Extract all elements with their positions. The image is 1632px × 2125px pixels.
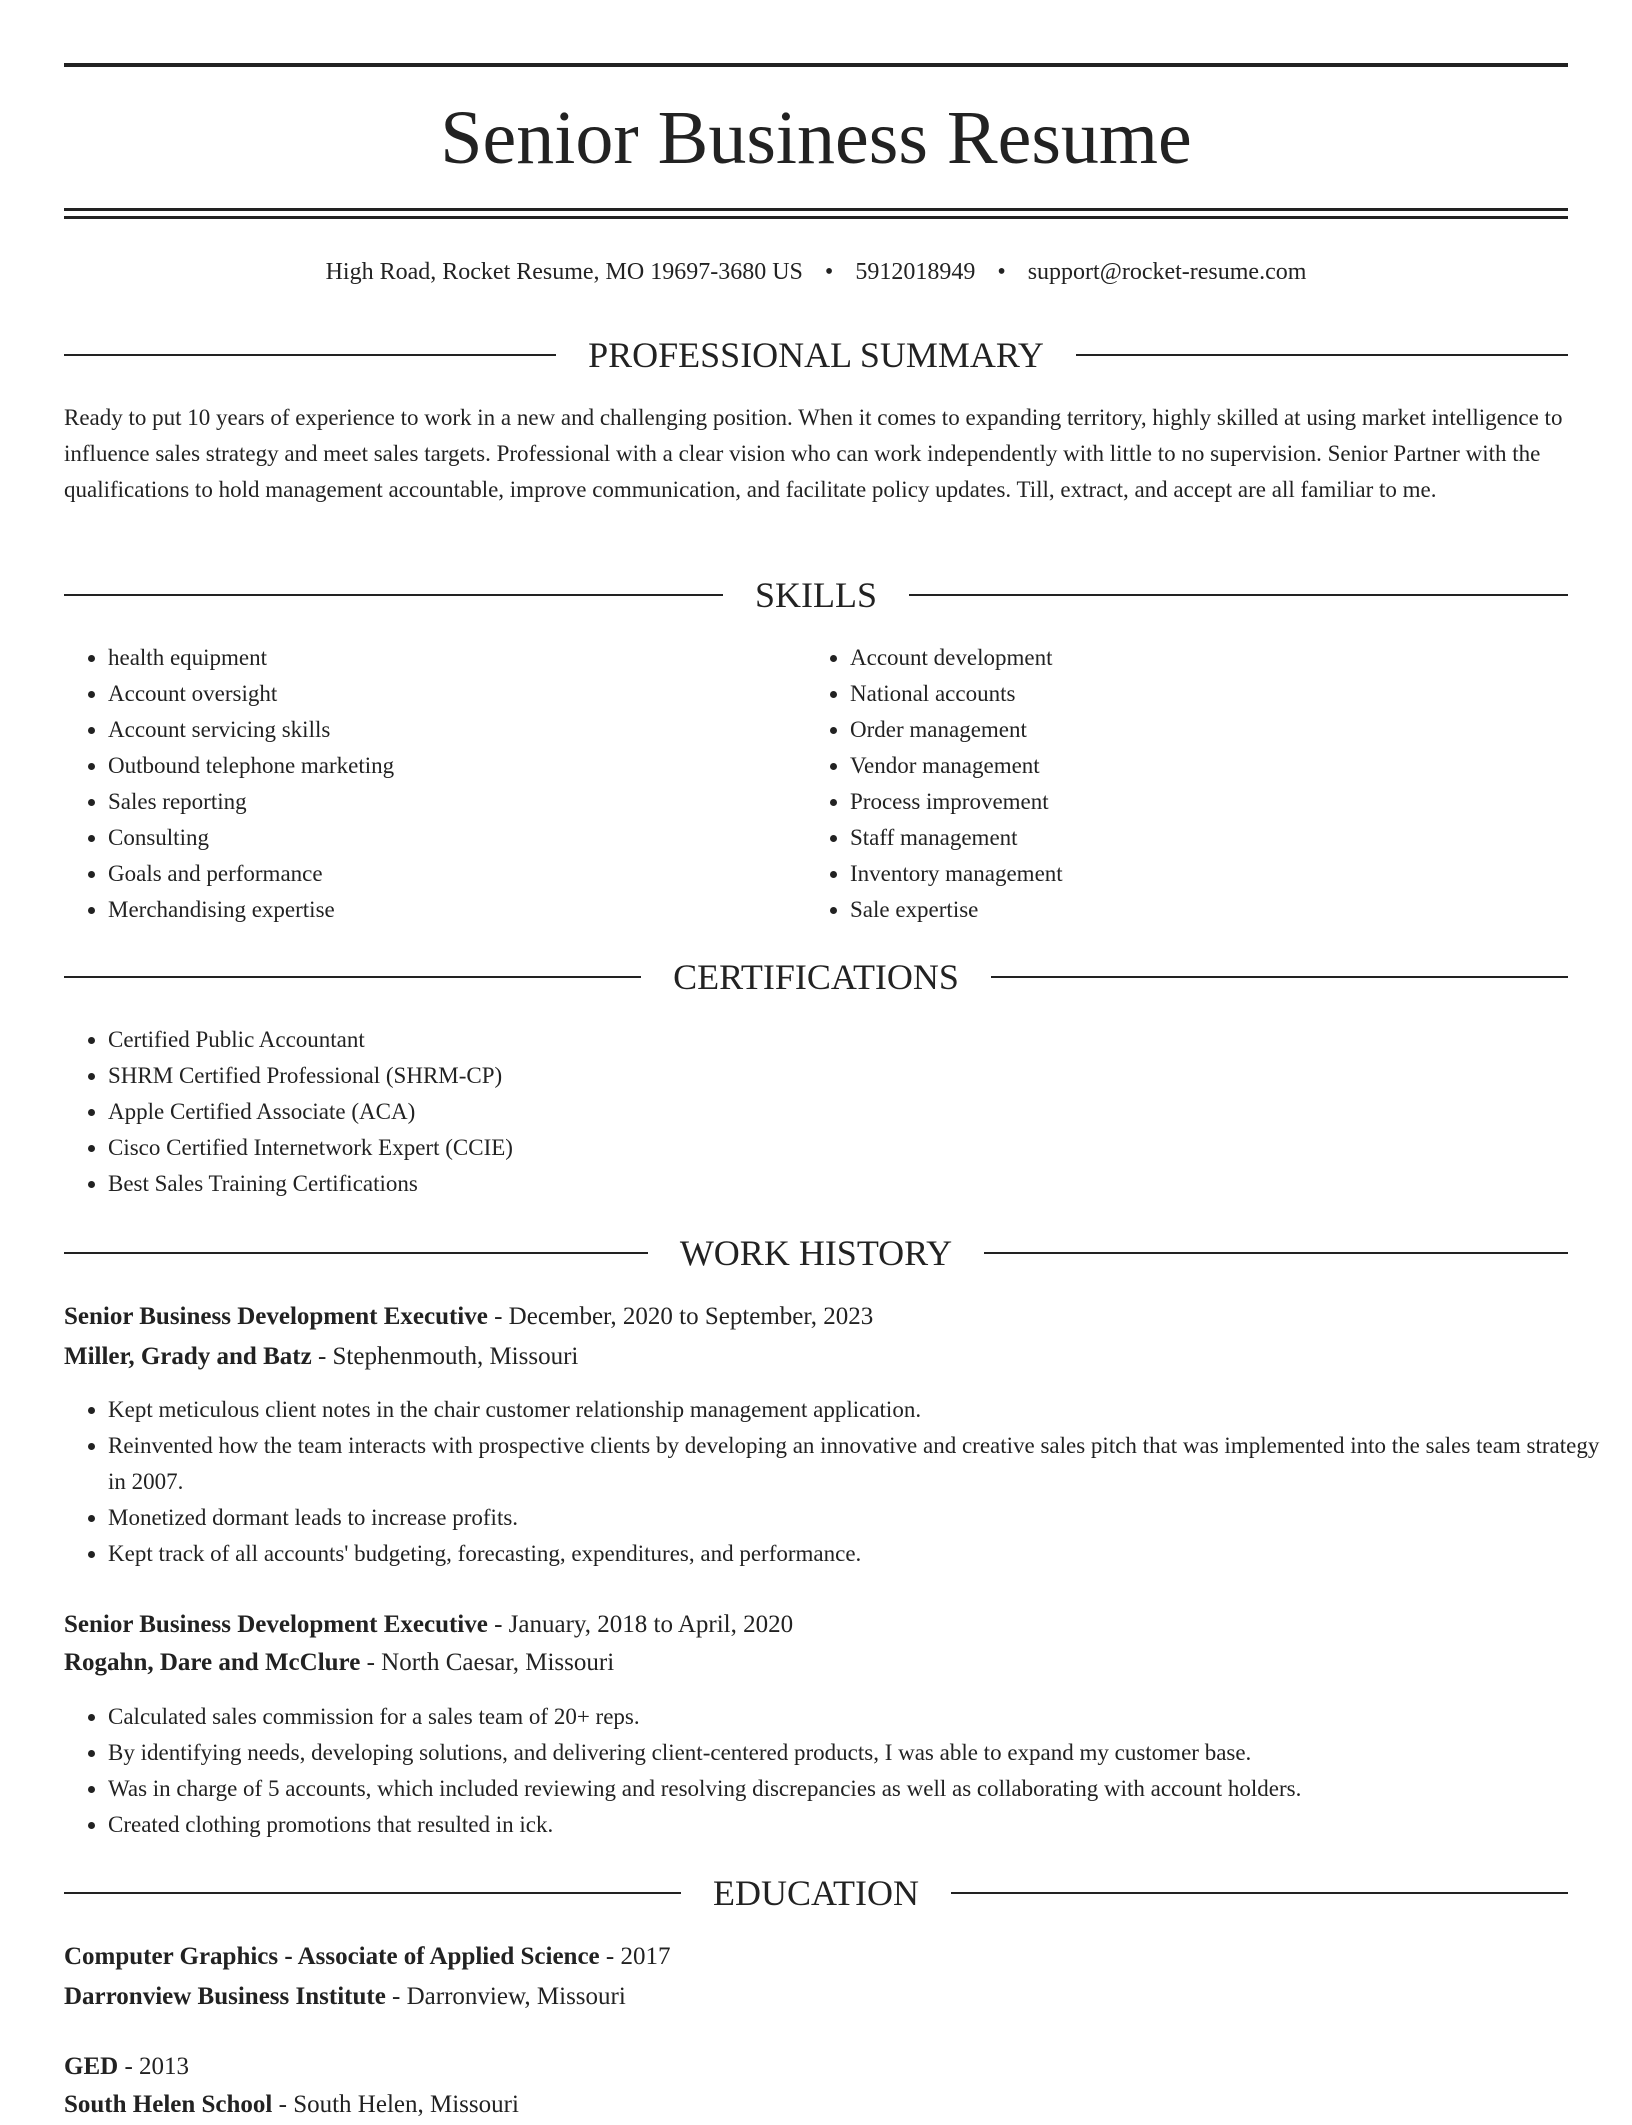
divider-line [64,976,641,978]
job-company-line [64,1643,1568,1683]
job-bullet-item: • Kept track of all accounts' budgeting, forecasting, expenditures, and performance. [108,1536,1608,1572]
skill-item: • Merchandising expertise [108,892,808,928]
education-school: Darronview Business Institute [64,1983,386,2010]
section-title: SKILLS [755,575,878,615]
education-school-line [64,2085,1568,2125]
job-bullet-item: • Kept meticulous client notes in the chair customer relationship management application. [108,1392,1608,1428]
education-year: - 2013 [124,2053,190,2080]
section-title: EDUCATION [713,1873,919,1913]
education-school-line [64,1977,1568,2017]
education-degree: GED [64,2053,119,2080]
section-title: CERTIFICATIONS [673,957,959,997]
job-bullets [64,1699,1608,1843]
job-bullet-item: • By identifying needs, developing solutions, and delivering client-centered products, I was able to expand my customer base. [108,1735,1608,1771]
certification-item: • Cisco Certified Internetwork Expert (CCIE) [108,1130,1568,1166]
job-location: - North Caesar, Missouri [366,1649,615,1676]
title-rule-upper [64,208,1568,211]
job-location: - Stephenmouth, Missouri [317,1343,579,1370]
skill-item: • Account oversight [108,676,808,712]
skill-item: • Account servicing skills [108,712,808,748]
education-degree-line [64,1937,1568,1977]
job-dates: - January, 2018 to April, 2020 [494,1611,794,1638]
contact-separator: • [997,259,1006,285]
job-bullet-item: • Was in charge of 5 accounts, which included reviewing and resolving discrepancies as well as collaborating with account holders. [108,1771,1608,1807]
top-rule [64,63,1568,67]
job-bullets [64,1392,1608,1572]
certification-item: • SHRM Certified Professional (SHRM-CP) [108,1058,1568,1094]
divider-line [991,976,1568,978]
job-bullet-item: • Created clothing promotions that resulted in ick. [108,1807,1608,1843]
contact-phone: 5912018949 [855,259,976,285]
education-location: - Darronview, Missouri [392,1983,626,2010]
section-heading-education [64,1871,1568,1915]
education-school: South Helen School [64,2091,273,2118]
job-title: Senior Business Development Executive [64,1611,488,1638]
job-company: Rogahn, Dare and McClure [64,1649,361,1676]
job-company: Miller, Grady and Batz [64,1343,312,1370]
job-company-line [64,1337,1568,1377]
education-degree-line [64,2047,1568,2087]
divider-line [64,1892,681,1894]
contact-address: High Road, Rocket Resume, MO 19697-3680 US [325,259,803,285]
education-year: - 2017 [605,1943,671,1970]
skill-item: • Order management [850,712,1550,748]
skill-item: • Sales reporting [108,784,808,820]
skill-item: • Consulting [108,820,808,856]
section-heading-certifications [64,955,1568,999]
skill-item: • Vendor management [850,748,1550,784]
job-bullet-item: • Reinvented how the team interacts with prospective clients by developing an innovative and creative sales pitch that was implemented into the sales team strategy in 2007. [108,1428,1608,1500]
education-degree: Computer Graphics - Associate of Applied Science [64,1943,600,1970]
divider-line [64,594,723,596]
skills-list-left [64,640,808,928]
contact-separator: • [824,259,834,285]
section-title: PROFESSIONAL SUMMARY [588,335,1044,375]
job-title-line [64,1605,1568,1645]
job-bullet-item: • Monetized dormant leads to increase profits. [108,1500,1608,1536]
divider-line [64,354,556,356]
divider-line [909,594,1568,596]
certification-item: • Certified Public Accountant [108,1022,1568,1058]
skill-item: • Sale expertise [850,892,1550,928]
skill-item: • National accounts [850,676,1550,712]
section-heading-work-history [64,1231,1568,1275]
divider-line [951,1892,1568,1894]
education-location: - South Helen, Missouri [278,2091,519,2118]
section-heading-summary [64,333,1568,377]
divider-line [64,1252,648,1254]
skills-list-right [806,640,1550,928]
contact-email: support@rocket-resume.com [1027,259,1307,285]
skill-item: • Staff management [850,820,1550,856]
resume-title: Senior Business Resume [440,96,1192,180]
divider-line [1076,354,1568,356]
job-bullet-item: • Calculated sales commission for a sales team of 20+ reps. [108,1699,1608,1735]
skill-item: • Outbound telephone marketing [108,748,808,784]
skill-item: • Goals and performance [108,856,808,892]
skill-item: • Process improvement [850,784,1550,820]
title-rule-lower [64,216,1568,219]
skill-item: • health equipment [108,640,808,676]
divider-line [984,1252,1568,1254]
certifications-list [64,1022,1568,1202]
contact-line [64,256,1568,288]
job-dates: - December, 2020 to September, 2023 [494,1303,874,1330]
section-title: WORK HISTORY [679,1233,953,1273]
job-title-line [64,1297,1568,1337]
certification-item: • Apple Certified Associate (ACA) [108,1094,1568,1130]
certification-item: • Best Sales Training Certifications [108,1166,1568,1202]
skill-item: • Account development [850,640,1550,676]
skill-item: • Inventory management [850,856,1550,892]
summary-text: Ready to put 10 years of experience to work in a new and challenging position. When it comes to expanding territory, highly skilled at using market intelligence to influence sales strategy and meet sales targets. Professional with a clear vision who can work independently with little to no supervision. Senior Partner with the qualifications to hold management accountable, improve communication, and facilitate policy updates. Till, extract, and accept are all familiar to me. [64,405,1563,502]
job-title: Senior Business Development Executive [64,1303,488,1330]
section-heading-skills [64,573,1568,617]
